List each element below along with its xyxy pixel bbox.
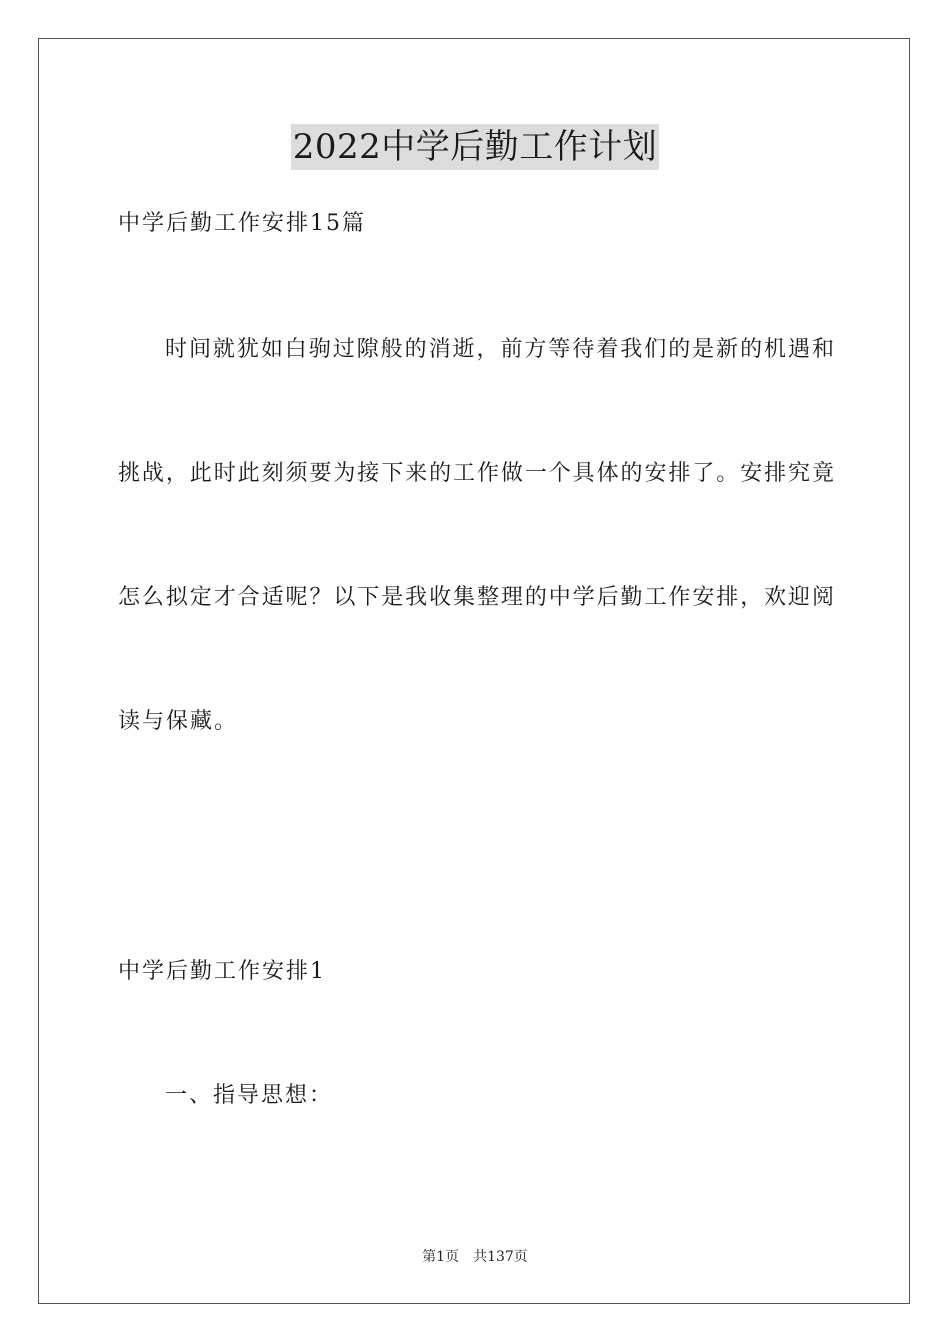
paragraph-line-1: 时间就犹如白驹过隙般的消逝，前方等待着我们的是新的机遇和: [165, 337, 834, 362]
page-footer: 第1页 共137页: [422, 1249, 528, 1265]
paragraph-line-4: 读与保藏。: [118, 709, 239, 734]
document-subtitle: 中学后勤工作安排15篇: [118, 211, 366, 236]
section-heading: 中学后勤工作安排1: [118, 959, 326, 984]
sub-heading: 一、指导思想：: [165, 1083, 334, 1108]
paragraph-line-3: 怎么拟定才合适呢？以下是我收集整理的中学后勤工作安排，欢迎阅: [118, 585, 834, 610]
document-title: 2022中学后勤工作计划: [291, 124, 660, 170]
title-container: [0, 124, 950, 170]
paragraph-line-2: 挑战，此时此刻须要为接下来的工作做一个具体的安排了。安排究竟: [118, 461, 834, 486]
